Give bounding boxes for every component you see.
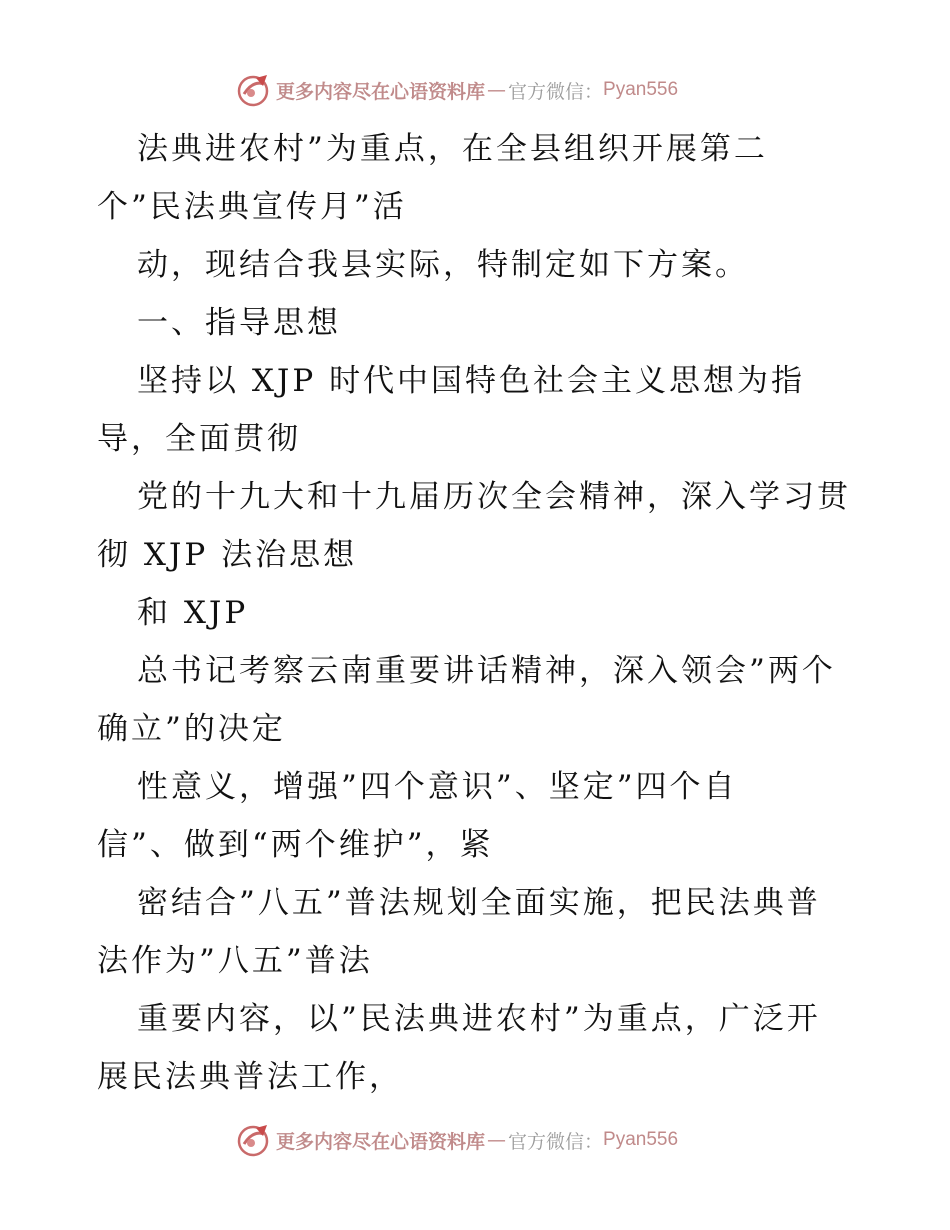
brand-logo-icon: [236, 72, 272, 108]
body-line: 法典进农村”为重点，在全县组织开展第二: [137, 131, 768, 167]
body-line: 密结合”八五”普法规划全面实施，把民法典普: [137, 885, 821, 921]
body-line: 个”民法典宣传月”活: [97, 189, 407, 225]
footer-watermark: [236, 1120, 678, 1160]
document-body: [97, 120, 857, 1106]
watermark-site-text: 更多内容尽在心语资料库: [276, 1130, 486, 1153]
watermark-dash: —: [487, 1129, 507, 1151]
brand-logo-icon: [236, 1122, 272, 1158]
body-line: 导，全面贯彻: [97, 421, 301, 457]
body-line: 动，现结合我县实际，特制定如下方案。: [137, 247, 749, 283]
body-line: 重要内容，以”民法典进农村”为重点，广泛开: [137, 1001, 821, 1037]
body-line: 党的十九大和十九届历次全会精神，深入学习贯: [137, 479, 851, 515]
watermark-site-text: 更多内容尽在心语资料库: [276, 80, 486, 103]
watermark-wechat-id: Pyan556: [603, 1129, 679, 1150]
body-line: 法作为”八五”普法: [97, 943, 373, 979]
watermark-dash: —: [487, 79, 507, 101]
body-line: 性意义，增强”四个意识”、坚定”四个自: [137, 769, 738, 805]
body-line: 展民法典普法工作，: [97, 1059, 403, 1095]
body-line: 坚持以 XJP 时代中国特色社会主义思想为指: [137, 363, 806, 399]
section-heading: 一、指导思想: [137, 305, 341, 341]
body-line: 信”、做到“两个维护”，紧: [97, 827, 494, 863]
header-watermark: [236, 70, 678, 110]
body-line: 彻 XJP 法治思想: [97, 537, 358, 573]
body-line: 总书记考察云南重要讲话精神，深入领会”两个: [137, 653, 836, 689]
body-line: 和 XJP: [137, 595, 249, 631]
watermark-wechat-id: Pyan556: [603, 79, 679, 100]
watermark-official-label: 官方微信：: [508, 1130, 604, 1153]
watermark-official-label: 官方微信：: [508, 80, 604, 103]
body-line: 确立”的决定: [97, 711, 286, 747]
